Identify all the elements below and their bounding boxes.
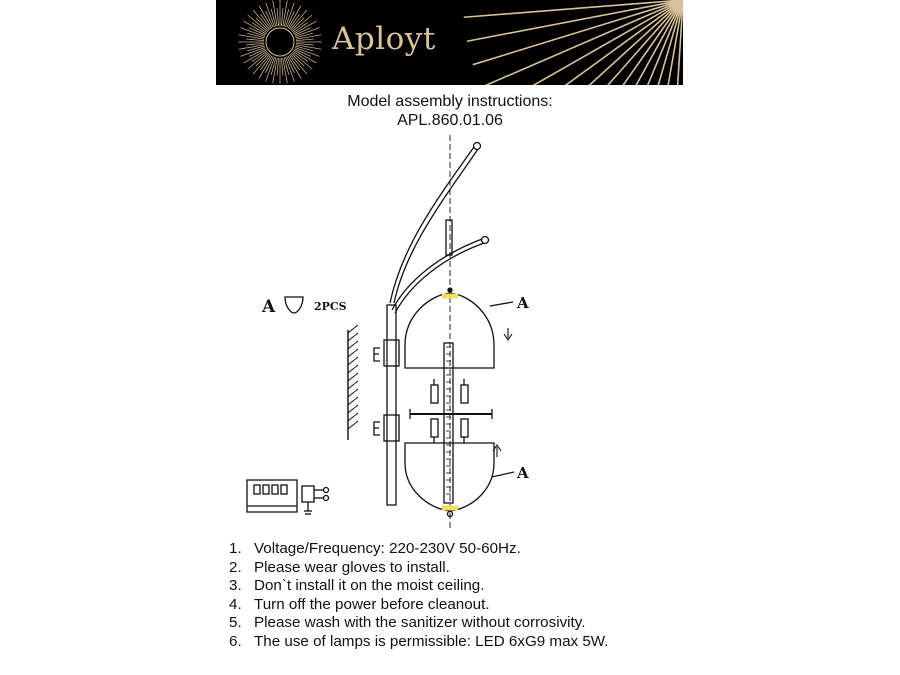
assembly-diagram [230,135,670,535]
list-item: 6. The use of lamps is permissible: LED 6xG9 max 5W. [229,632,609,650]
list-item: 3. Don`t install it on the moist ceiling. [229,577,485,595]
callout-leader-bottom [492,472,514,477]
half-shade-icon [285,297,303,313]
model-number: APL.860.01.06 [397,112,503,129]
list-item: 4. Turn off the power before cleanout. [229,595,490,613]
center-rod [444,343,453,503]
wall-stem [387,305,396,505]
callout-label-top: A [517,294,529,312]
list-item: 2. Please wear gloves to install. [229,558,450,576]
terminal-block-icon [247,480,329,514]
upper-arm [390,147,474,303]
callout-leader-top [490,302,513,306]
upper-shade [405,293,494,368]
callout-label-bottom: A [517,464,529,482]
sunburst-logo-icon [216,0,683,85]
brand-banner [216,0,683,85]
document-header [0,92,900,130]
arrow-down-icon [504,328,512,340]
lower-shade [405,443,494,511]
document-title: Model assembly instructions: [347,93,553,110]
clip-symbol-top [374,348,380,361]
clip-symbol-bottom [374,422,380,435]
instruction-list [229,540,609,652]
part-label: A [262,297,276,317]
stem-joint-top [384,340,399,366]
part-quantity: 2PCS [314,300,347,313]
brand-name: Aployt [332,21,436,57]
upper-arm-end [474,143,481,150]
top-rod [446,220,452,255]
list-item: 5. Please wash with the sanitizer without corrosivity. [229,614,586,632]
list-item: 1. Voltage/Frequency: 220-230V 50-60Hz. [229,540,521,557]
stem-joint-bottom [384,415,399,441]
